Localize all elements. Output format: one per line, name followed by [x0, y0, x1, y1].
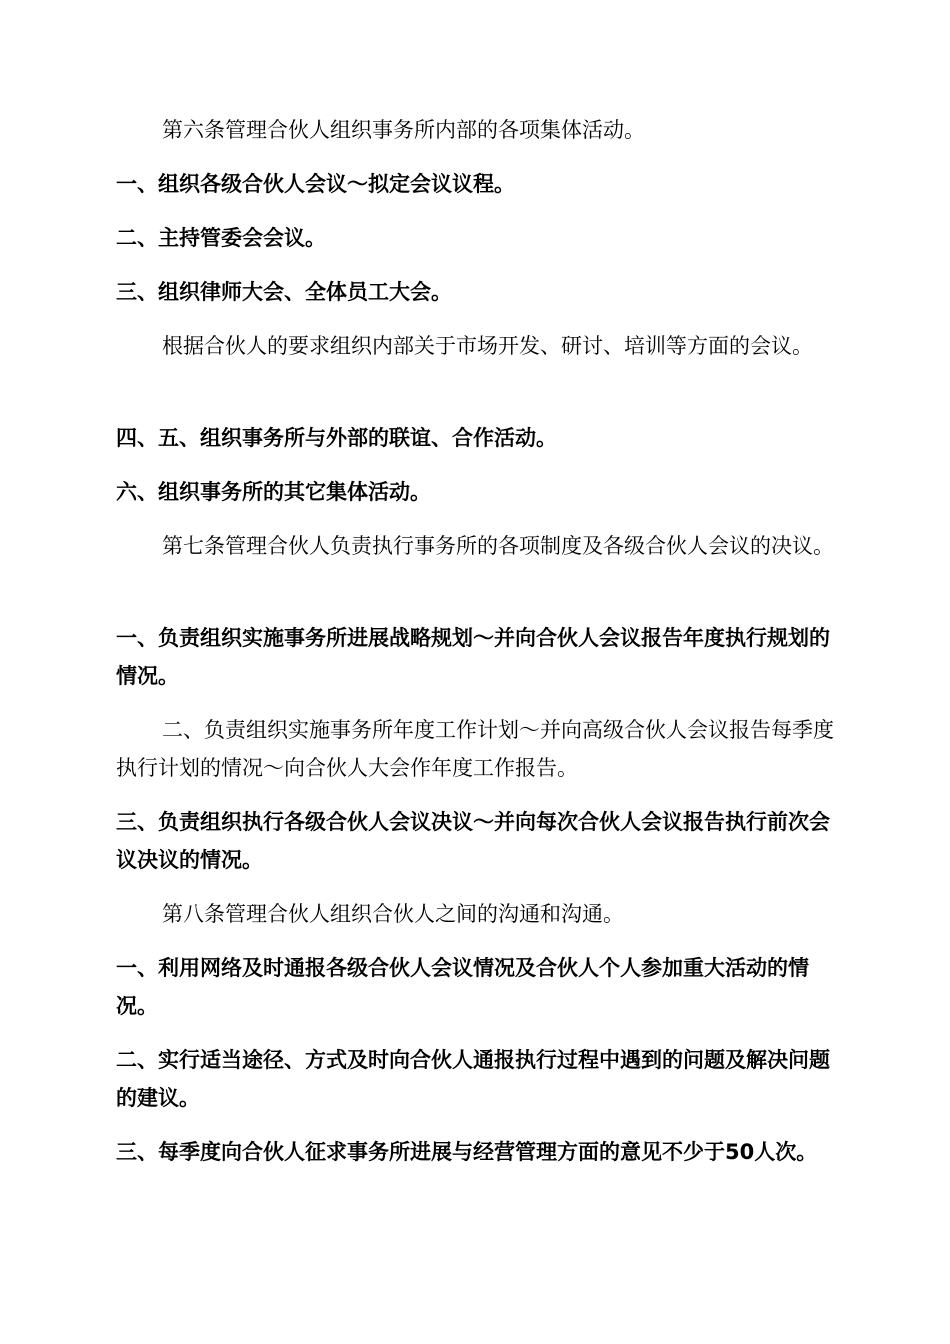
paragraph-article-7-item-1: 一、负责组织实施事务所进展战略规划～并向合伙人会议报告年度执行规划的情况。 [116, 626, 830, 688]
paragraph-article-6: 第六条管理合伙人组织事务所内部的各项集体活动。 [162, 118, 645, 142]
paragraph-article-7-item-2: 二、负责组织实施事务所年度工作计划～并向高级合伙人会议报告每季度执行计划的情况～向合伙人大会作年度工作报告。 [116, 718, 834, 780]
paragraph-article-8-item-3: 三、每季度向合伙人征求事务所进展与经营管理方面的意见不少于50人次。 [116, 1140, 818, 1164]
paragraph-article-7: 第七条管理合伙人负责执行事务所的各项制度及各级合伙人会议的决议。 [162, 534, 834, 558]
paragraph-article-7-item-3: 三、负责组织执行各级合伙人会议决议～并向每次合伙人会议报告执行前次会议决议的情况。 [116, 810, 830, 872]
paragraph-article-8-item-2: 二、实行适当途径、方式及时向合伙人通报执行过程中遇到的问题及解决问题的建议。 [116, 1048, 830, 1110]
paragraph-article-8: 第八条管理合伙人组织合伙人之间的沟通和沟通。 [162, 902, 624, 926]
paragraph-internal-meetings: 根据合伙人的要求组织内部关于市场开发、研讨、培训等方面的会议。 [162, 334, 813, 358]
paragraph-item-4-5: 四、五、组织事务所与外部的联谊、合作活动。 [116, 426, 557, 450]
paragraph-article-8-item-1: 一、利用网络及时通报各级合伙人会议情况及合伙人个人参加重大活动的情况。 [116, 956, 809, 1018]
paragraph-item-2: 二、主持管委会会议。 [116, 226, 326, 250]
paragraph-item-3: 三、组织律师大会、全体员工大会。 [116, 280, 452, 304]
paragraph-item-1: 一、组织各级合伙人会议～拟定会议议程。 [116, 172, 515, 196]
paragraph-item-6: 六、组织事务所的其它集体活动。 [116, 480, 431, 504]
